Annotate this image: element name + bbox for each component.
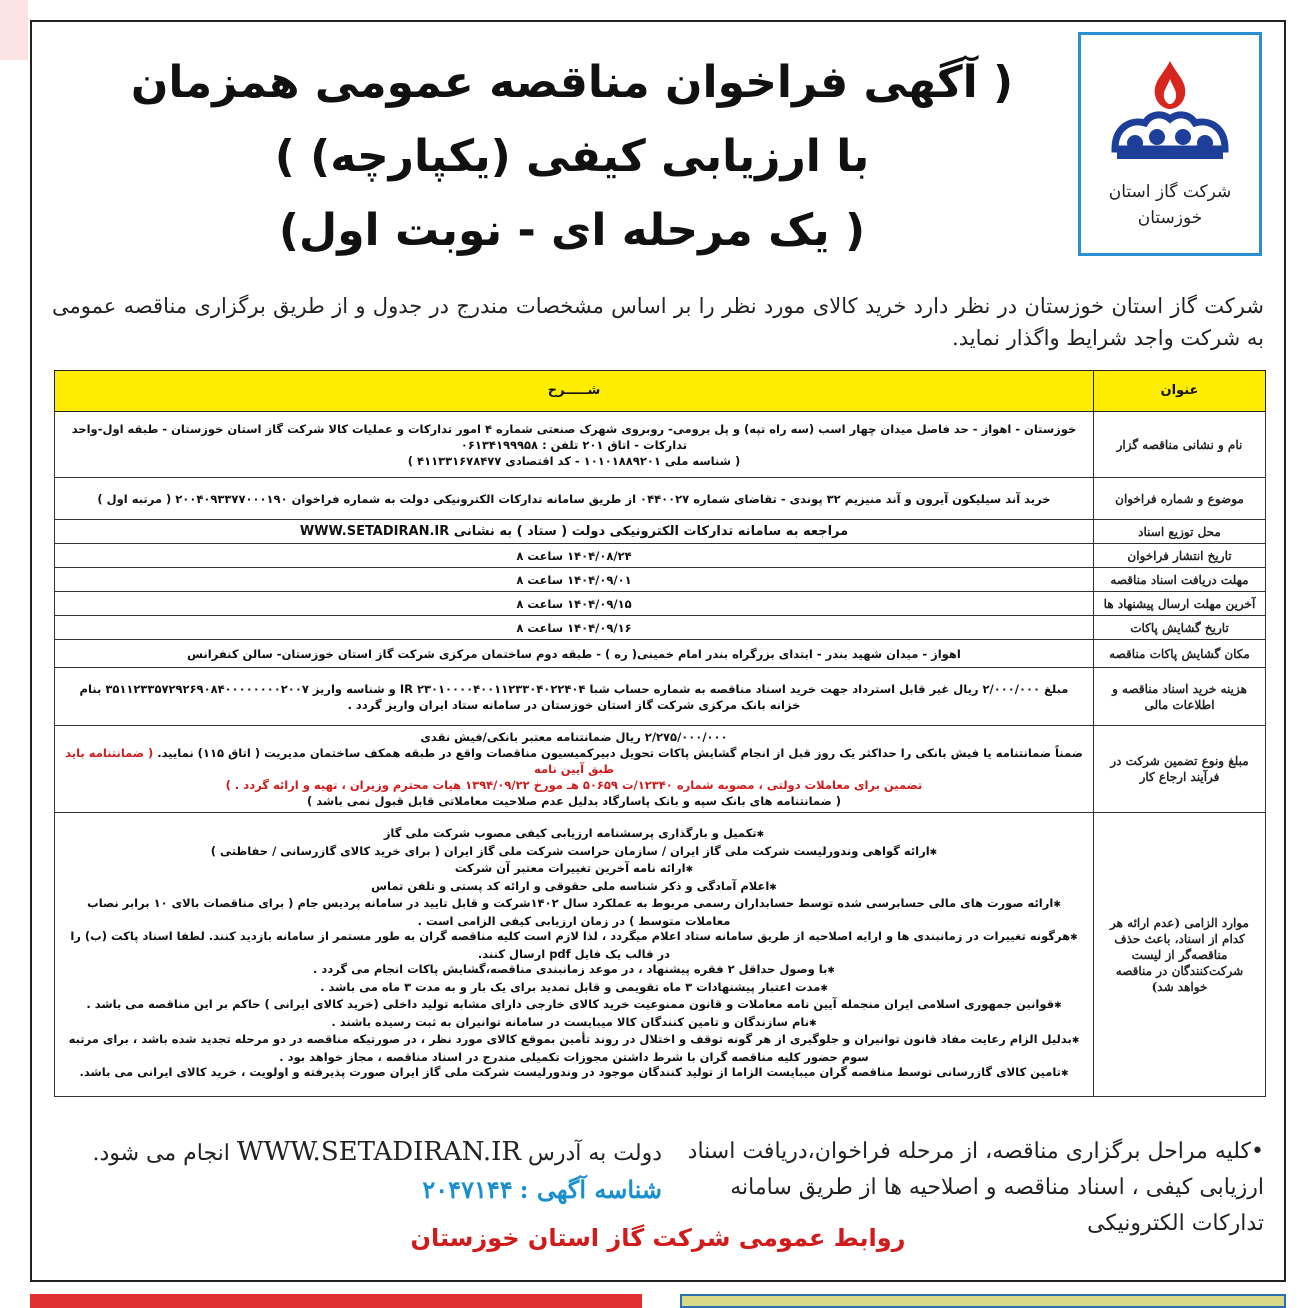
table-row bbox=[55, 592, 1266, 616]
list-item: ✱ مدت اعتبار پیشنهادات ۳ ماه تقویمی و قابل تمدید برای یک بار و به مدت ۳ ماه می باشد . bbox=[63, 980, 1085, 998]
table-row bbox=[55, 668, 1266, 726]
row-value: ۱۴۰۴/۰۸/۲۴ ساعت ۸ bbox=[55, 544, 1094, 568]
title-line-3: ( یک مرحله ای - نوبت اول) bbox=[278, 205, 866, 256]
fee-account: مبلغ ۲/۰۰۰/۰۰۰ ریال غیر قابل استرداد جهت خرید اسناد مناقصه به شماره حساب شبا IR ۲۳۰۱۰۰۰۰۴۰۰۱۱۲۳۳۰۴۰۲۲۴۰۴ و شناسه واریز ۳۵۱۱۲۳۳۵۷۲۹۲۶۹۰۸۴۰۰۰۰۰۰۰۰۲۰۰۷ بنام bbox=[79, 681, 1069, 696]
list-item: ✱ بدلیل الزام رعایت مفاد قانون توانیران و جلوگیری از هر گونه توقف و اختلال در روند تأمین بموقع کالای مورد نظر ، در صورتیکه مناقصه در دو مرحله تجدید شده باشد ، برای مرتبه سوم حضور کلیه مناقصه گران با شرط داشتن مجوزات تکمیلی مندرج در اسناد مناقصه ، مجاز خواهد بود . bbox=[63, 1032, 1085, 1065]
tender-notice bbox=[30, 20, 1286, 1282]
table-row bbox=[55, 616, 1266, 640]
list-item: ✱ با وصول حداقل ۲ فقره پیشنهاد ، در موعد زمانبندی مناقصه،گشایش پاکات انجام می گردد . bbox=[63, 962, 1085, 980]
next-notice-banner-right bbox=[680, 1294, 1286, 1308]
list-item: ✱ هرگونه تغییرات در زمانبندی ها و ارایه اصلاحیه از طریق سامانه ستاد اعلام میگردد ، لذا لازم است کلیه مناقصه گران به طور مستمر از سامانه بازدید کنند. لطفا اسناد پاکت (ب) را در قالب یک فایل pdf ارسال کنند. bbox=[63, 929, 1085, 962]
table-row bbox=[55, 544, 1266, 568]
row-label: هزینه خرید اسناد مناقصه و اطلاعات مالی bbox=[1094, 668, 1266, 726]
table-header-row bbox=[55, 371, 1266, 412]
intro-paragraph: شرکت گاز استان خوزستان در نظر دارد خرید کالای مورد نظر را بر اساس مشخصات مندرج در جدول و از طریق برگزاری مناقصه عمومی به شرکت واجد شرایط واگذار نماید. bbox=[52, 294, 1264, 350]
row-value bbox=[55, 726, 1094, 813]
footer-procedure-text: •کلیه مراحل برگزاری مناقصه، از مرحله فراخوان،دریافت اسناد ارزیابی کیفی ، اسناد مناقصه و اصلاحیه ها از طریق سامانه تدارکات الکترونیکی bbox=[687, 1139, 1264, 1236]
notice-title bbox=[92, 46, 1052, 268]
requirements-list bbox=[63, 826, 1085, 1083]
row-label: تاریخ گشایش پاکات bbox=[1094, 616, 1266, 640]
list-item: ✱ ارائه نامه آخرین تغییرات معتبر آن شرکت bbox=[63, 861, 1085, 879]
company-name: شرکت گاز استان خوزستان bbox=[1108, 182, 1232, 228]
table-row bbox=[55, 520, 1266, 544]
row-value: ۱۴۰۴/۰۹/۰۱ ساعت ۸ bbox=[55, 568, 1094, 592]
footer-address-line: دولت به آدرس WWW.SETADIRAN.IR انجام می شود. bbox=[92, 1137, 662, 1167]
row-label: آخرین مهلت ارسال پیشنهاد ها bbox=[1094, 592, 1266, 616]
header-label-cell: عنوان bbox=[1094, 371, 1266, 412]
header-desc-cell: شـــــرح bbox=[55, 371, 1094, 412]
row-value: مراجعه به سامانه تدارکات الکترونیکی دولت ( ستاد ) به نشانی WWW.SETADIRAN.IR bbox=[55, 520, 1094, 544]
tender-details-table bbox=[54, 370, 1266, 1097]
list-item: ✱ تامین کالای گازرسانی توسط مناقصه گران میبایست الزاما از تولید کنندگان موجود در وندورلیست شرکت ملی گاز ایران صورت پذیرفته و اولویت ، خرید کالای ایرانی می باشد. bbox=[63, 1065, 1085, 1083]
table-row bbox=[55, 640, 1266, 668]
row-label: موضوع و شماره فراخوان bbox=[1094, 478, 1266, 520]
row-label: مکان گشایش پاکات مناقصه bbox=[1094, 640, 1266, 668]
list-item: ✱ ارائه صورت های مالی حسابرسی شده توسط حسابداران رسمی مربوط به عملکرد سال ۱۴۰۲شرکت و قابل تایید در سامانه پردیس جام ( برای مناقصات بالای ۱۰ برابر نصاب معاملات متوسط ) در زمان ارزیابی کیفی الزامی است . bbox=[63, 896, 1085, 929]
table-row bbox=[55, 726, 1266, 813]
organizer-address: خوزستان - اهواز - حد فاصل میدان چهار اسب (سه راه تپه) و پل برومی- روبروی شهرک صنعتی شماره ۴ امور تدارکات و عملیات کالا شرکت گاز استان خوزستان - طبقه اول-واحد تدارکات - اتاق ۲۰۱ تلفن : ۰۶۱۳۴۱۹۹۹۵۸ bbox=[71, 421, 1077, 452]
row-value bbox=[55, 668, 1094, 726]
table-row bbox=[55, 813, 1266, 1097]
list-item: ✱ ارائه گواهی وندورلیست شرکت ملی گاز ایران / سازمان حراست شرکت ملی گاز ایران ( برای خرید کالای گازرسانی / حفاظتی ) bbox=[63, 844, 1085, 862]
corner-decoration bbox=[0, 0, 28, 60]
row-value: ۱۴۰۴/۰۹/۱۶ ساعت ۸ bbox=[55, 616, 1094, 640]
title-line-2: با ارزیابی کیفی (یکپارچه) ) bbox=[274, 131, 870, 182]
public-relations-signature: روابط عمومی شرکت گاز استان خوزستان bbox=[410, 1224, 906, 1252]
fee-treasury: خزانه بانک مرکزی شرکت گاز استان خوزستان در سامانه ستاد ایران واریز گردد . bbox=[347, 697, 801, 712]
table-row bbox=[55, 568, 1266, 592]
setad-link[interactable]: WWW.SETADIRAN.IR bbox=[236, 1137, 521, 1167]
organizer-ids: ( شناسه ملی ۱۰۱۰۱۸۸۹۲۰۱ - کد اقتصادی ۴۱۱۳۳۱۶۷۸۴۷۷ ) bbox=[407, 453, 741, 468]
row-value bbox=[55, 813, 1094, 1097]
row-label: مهلت دریافت اسناد مناقصه bbox=[1094, 568, 1266, 592]
row-label: محل توزیع اسناد bbox=[1094, 520, 1266, 544]
list-item: ✱ تکمیل و بارگذاری پرسشنامه ارزیابی کیفی مصوب شرکت ملی گاز bbox=[63, 826, 1085, 844]
ad-id-line bbox=[82, 1172, 662, 1210]
list-item: ✱ قوانین جمهوری اسلامی ایران منجمله آیین نامه معاملات و قانون ممنوعیت خرید کالای خارجی دارای مشابه تولید داخلی (خرید کالای ایرانی ) حاکم بر این مناقصه می باشد . bbox=[63, 997, 1085, 1015]
list-item: ✱ اعلام آمادگی و ذکر شناسه ملی حقوقی و ارائه کد پستی و تلفن تماس bbox=[63, 879, 1085, 897]
row-value bbox=[55, 412, 1094, 478]
title-line-1: ( آگهی فراخوان مناقصه عمومی همزمان bbox=[130, 57, 1014, 108]
ad-id-value: ۲۰۴۷۱۴۴ bbox=[422, 1175, 513, 1204]
guarantee-banks-note: ( ضمانتنامه های بانک سپه و بانک پاسارگاد بدلیل عدم صلاحیت معاملاتی قابل قبول نمی باشد ) bbox=[306, 794, 842, 808]
guarantee-delivery: ضمناً ضمانتنامه یا فیش بانکی را حداکثر یک روز قبل از انجام گشایش پاکات تحویل دبیرکمیسیون مناقصات واقع در طبقه همکف ساختمان مدیریت ( اتاق ۱۱۵) نمایید. ( ضمانتنامه باید طبق آیین نامه bbox=[65, 746, 1083, 776]
footer-address bbox=[82, 1134, 662, 1210]
company-logo-box bbox=[1078, 32, 1262, 256]
row-value: اهواز - میدان شهید بندر - ابتدای بزرگراه بندر امام خمینی( ره ) - طبقه دوم ساختمان مرکزی شرکت گاز استان خوزستان- سالن کنفرانس bbox=[55, 640, 1094, 668]
next-notice-banner-left bbox=[30, 1294, 642, 1308]
guarantee-regulation: تضمین برای معاملات دولتی ، مصوبه شماره ۱۲۳۴۰/ت ۵۰۶۵۹ هـ مورخ ۱۳۹۴/۰۹/۲۲ هیات محترم وزیران ، تهیه و ارائه گردد . ) bbox=[225, 778, 923, 792]
row-value: ۱۴۰۴/۰۹/۱۵ ساعت ۸ bbox=[55, 592, 1094, 616]
row-label: تاریخ انتشار فراخوان bbox=[1094, 544, 1266, 568]
guarantee-amount: ۲/۲۷۵/۰۰۰/۰۰۰ ریال ضمانتنامه معتبر بانکی/فیش نقدی bbox=[420, 730, 728, 744]
ad-id-label: شناسه آگهی : bbox=[519, 1175, 662, 1204]
row-label: موارد الزامی (عدم ارائه هر کدام از اسناد، باعث حذف مناقصه‌گر از لیست شرکت‌کنندگان در مناقصه خواهد شد) bbox=[1094, 813, 1266, 1097]
row-label: نام و نشانی مناقصه گزار bbox=[1094, 412, 1266, 478]
table-row bbox=[55, 412, 1266, 478]
table-row bbox=[55, 478, 1266, 520]
list-item: ✱ نام سازندگان و تامین کنندگان کالا میبایست در سامانه توانیران به ثبت رسیده باشند . bbox=[63, 1015, 1085, 1033]
nigc-flame-logo-icon bbox=[1105, 57, 1235, 167]
row-label: مبلغ ونوع تضمین شرکت در فرآیند ارجاع کار bbox=[1094, 726, 1266, 813]
row-value: خرید آند سیلیکون آیرون و آند منیزیم ۳۲ پوندی - تقاضای شماره ۰۴۴۰۰۲۷ از طریق سامانه تدارکات الکترونیکی دولت به شماره فراخوان ۲۰۰۴۰۹۳۳۷۷۰۰۰۱۹۰ ( مرتبه اول ) bbox=[55, 478, 1094, 520]
